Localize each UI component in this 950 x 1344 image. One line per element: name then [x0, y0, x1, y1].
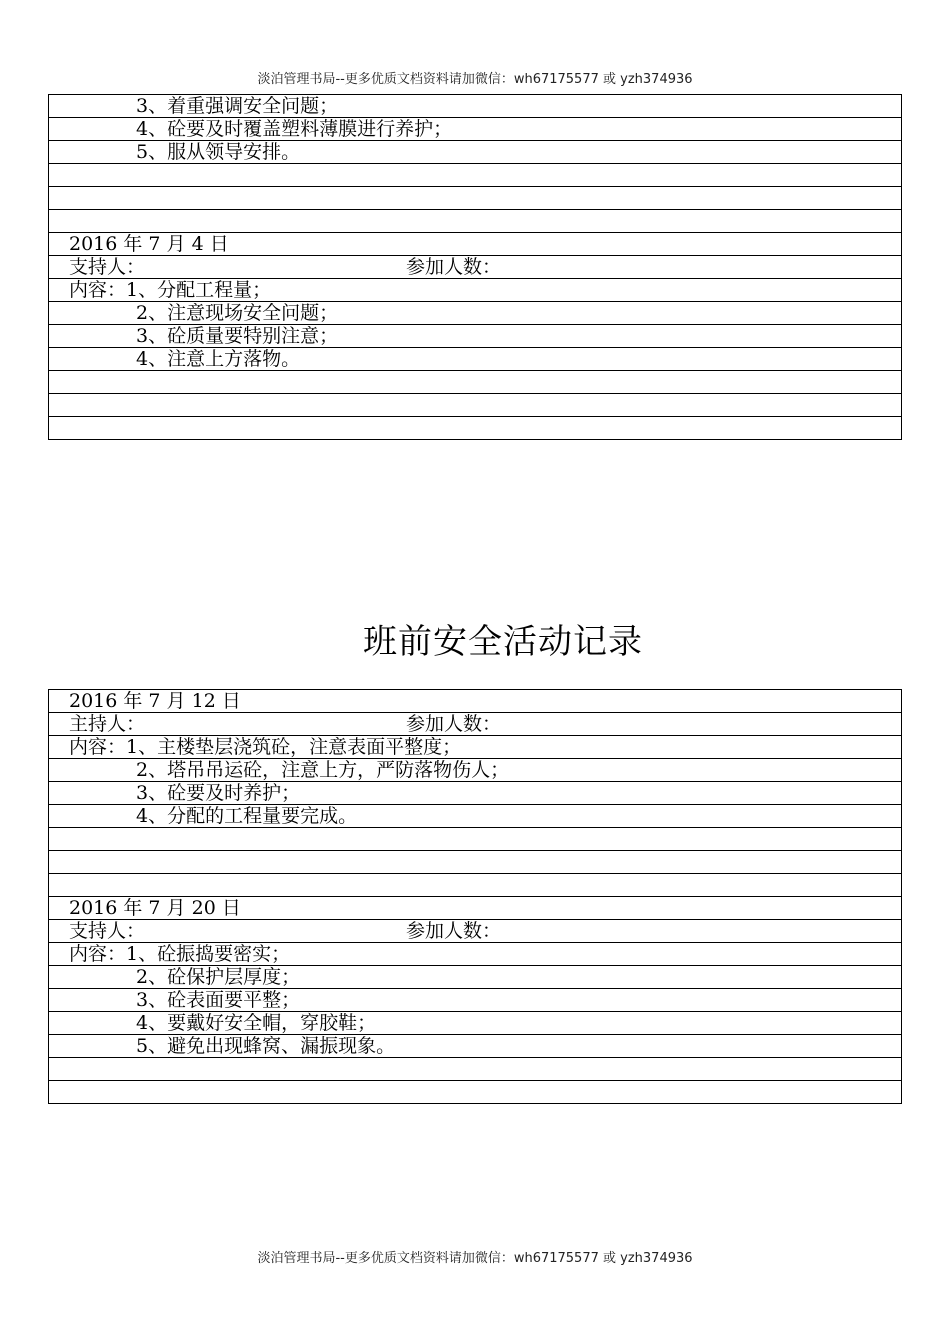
- content-item: 4、注意上方落物。: [136, 348, 301, 370]
- activity-record-table-2: [48, 689, 902, 1104]
- table-row: [49, 210, 902, 233]
- table-row: [49, 187, 902, 210]
- table-row: [49, 966, 902, 989]
- table-row: [49, 256, 902, 279]
- table-row: [49, 233, 902, 256]
- table-row: [49, 736, 902, 759]
- table-row: [49, 118, 902, 141]
- table-row: [49, 394, 902, 417]
- table-row: [49, 141, 902, 164]
- table-row: [49, 164, 902, 187]
- table-row: [49, 371, 902, 394]
- table-row: [49, 417, 902, 440]
- content-item: 2、注意现场安全问题；: [136, 302, 339, 324]
- table-row: [49, 279, 902, 302]
- content-item: 3、砼质量要特别注意；: [136, 325, 339, 347]
- host-label: 主持人：: [69, 713, 146, 735]
- content-item: 4、要戴好安全帽，穿胶鞋；: [136, 1012, 377, 1034]
- table-row: [49, 897, 902, 920]
- table-row: [49, 690, 902, 713]
- header-watermark: 淡泊管理书局--更多优质文档资料请加微信：wh67175577 或 yzh374936: [257, 72, 693, 87]
- attendees-label: 参加人数：: [406, 713, 502, 735]
- content-item: 3、砼要及时养护；: [136, 782, 301, 804]
- page-title: 班前安全活动记录: [363, 622, 643, 662]
- host-label: 支持人：: [69, 920, 146, 942]
- content-label: 内容：: [69, 736, 127, 758]
- content-item: 2、砼保护层厚度；: [136, 966, 301, 988]
- table-row: [49, 1058, 902, 1081]
- content-item: 4、分配的工程量要完成。: [136, 805, 358, 827]
- content-item: 1、砼振捣要密实；: [126, 943, 291, 965]
- content-item: 3、着重强调安全问题；: [136, 95, 339, 117]
- table-row: [49, 302, 902, 325]
- content-label: 内容：: [69, 943, 127, 965]
- content-item: 1、主楼垫层浇筑砼，注意表面平整度；: [126, 736, 462, 758]
- table-row: [49, 943, 902, 966]
- content-item: 1、分配工程量；: [126, 279, 272, 301]
- table-row: [49, 1012, 902, 1035]
- attendees-label: 参加人数：: [406, 256, 502, 278]
- content-item: 2、塔吊吊运砼，注意上方，严防落物伤人；: [136, 759, 510, 781]
- record-date: 2016 年 7 月 12 日: [49, 690, 902, 713]
- table-row: [49, 851, 902, 874]
- record-date: 2016 年 7 月 20 日: [49, 897, 902, 920]
- table-row: [49, 782, 902, 805]
- table-row: [49, 759, 902, 782]
- content-item: 5、避免出现蜂窝、漏振现象。: [136, 1035, 396, 1057]
- table-row: [49, 805, 902, 828]
- table-row: [49, 920, 902, 943]
- table-row: [49, 713, 902, 736]
- record-date: 2016 年 7 月 4 日: [49, 233, 902, 256]
- table-row: [49, 1081, 902, 1104]
- table-row: [49, 1035, 902, 1058]
- activity-record-table-1: [48, 94, 902, 440]
- table-row: [49, 95, 902, 118]
- content-label: 内容：: [69, 279, 127, 301]
- content-item: 4、砼要及时覆盖塑料薄膜进行养护；: [136, 118, 453, 140]
- footer-watermark: 淡泊管理书局--更多优质文档资料请加微信：wh67175577 或 yzh374936: [257, 1251, 693, 1266]
- table-row: [49, 874, 902, 897]
- table-row: [49, 348, 902, 371]
- host-label: 支持人：: [69, 256, 146, 278]
- content-item: 3、砼表面要平整；: [136, 989, 301, 1011]
- table-row: [49, 325, 902, 348]
- attendees-label: 参加人数：: [406, 920, 502, 942]
- table-row: [49, 828, 902, 851]
- content-item: 5、服从领导安排。: [136, 141, 301, 163]
- table-row: [49, 989, 902, 1012]
